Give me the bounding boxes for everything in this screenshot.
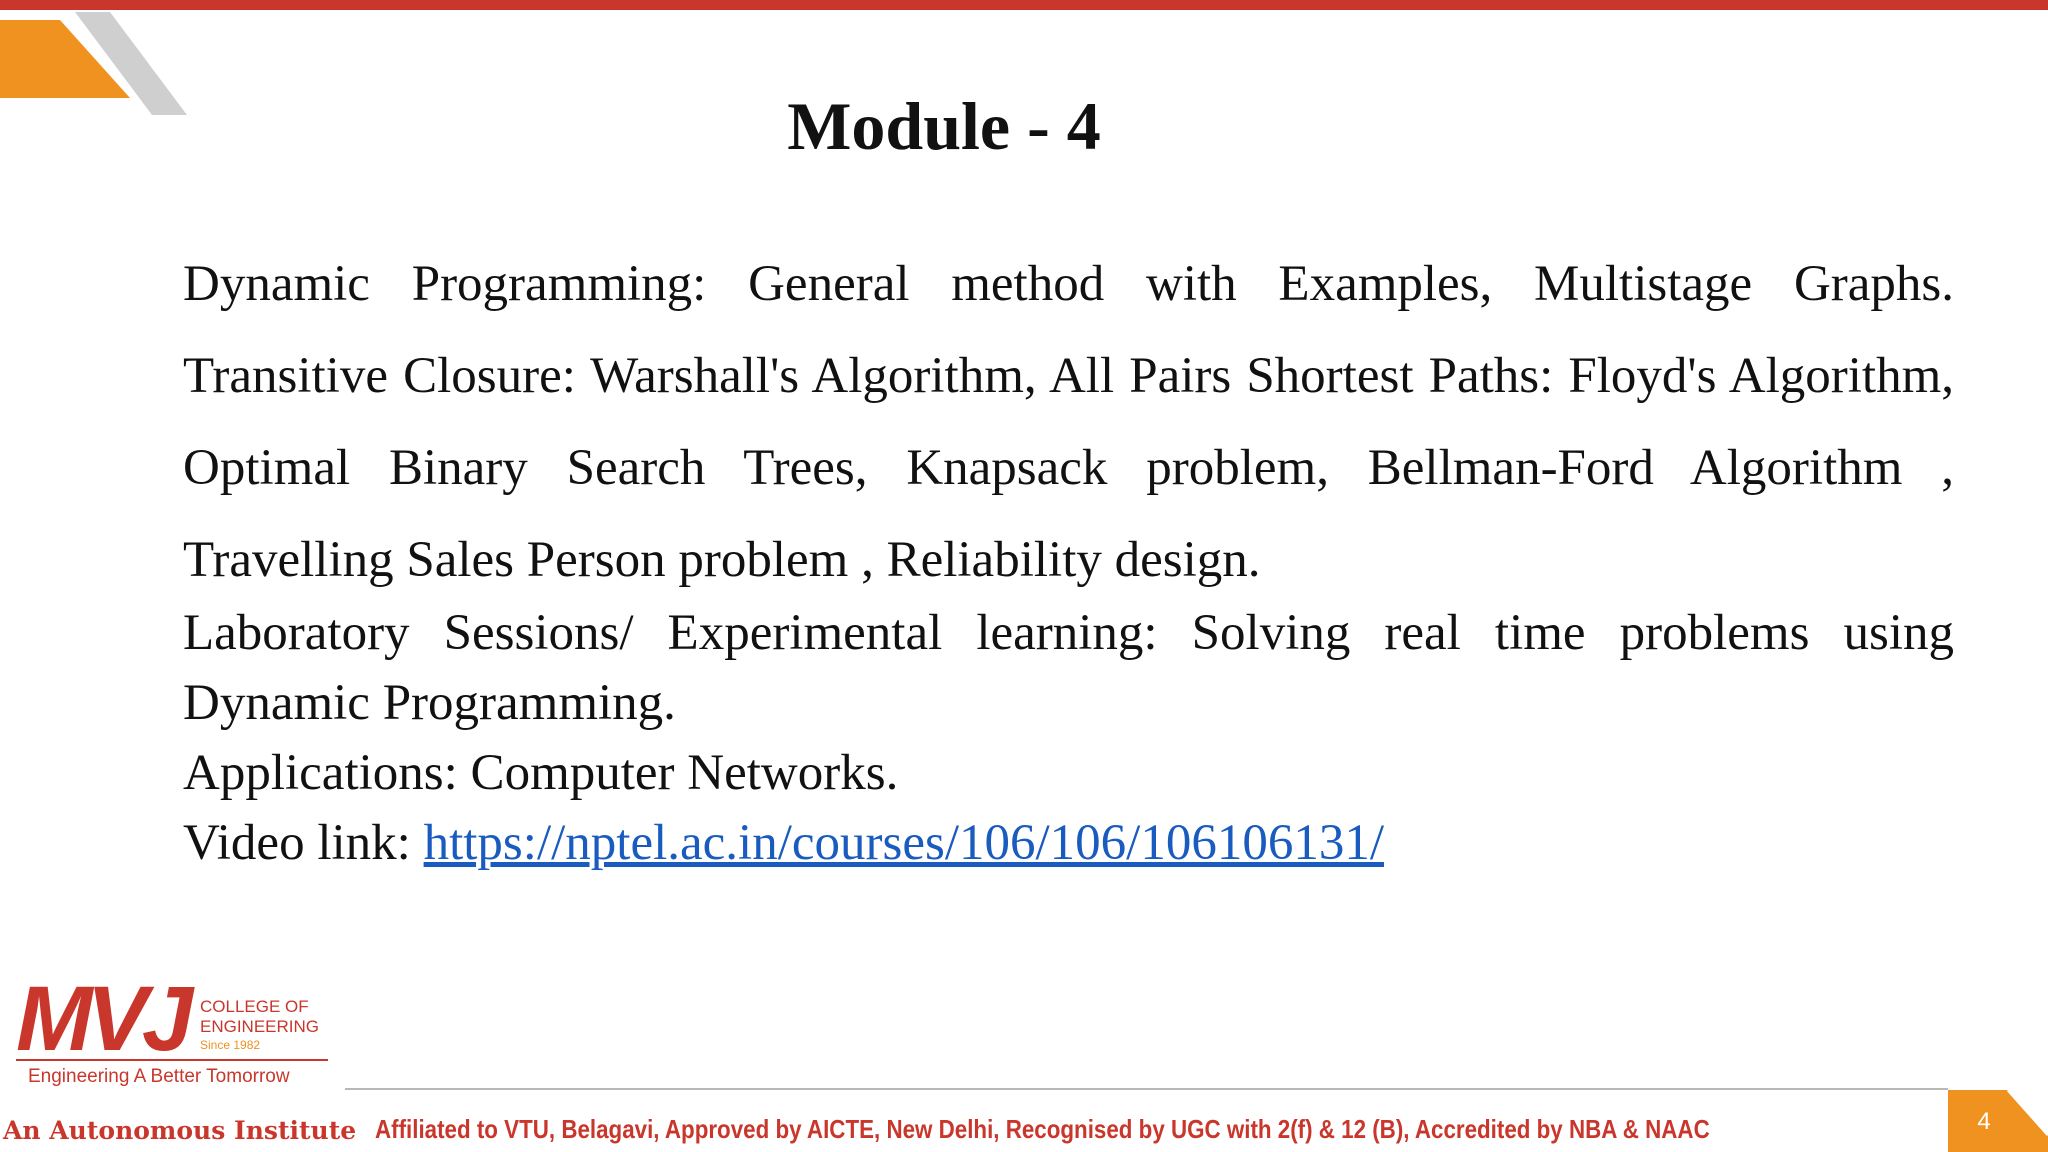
college-logo: [10, 960, 330, 1090]
applications-paragraph: Applications: Computer Networks.: [183, 745, 899, 801]
page-number: 4: [1977, 1108, 1991, 1135]
slide-body: [183, 238, 1954, 878]
video-link-paragraph: [183, 808, 1954, 878]
slide-title: Module - 4: [787, 88, 1101, 164]
logo-engineering: ENGINEERING: [200, 1017, 320, 1036]
logo-since: Since 1982: [200, 1038, 261, 1052]
logo-tagline: Engineering A Better Tomorrow: [28, 1066, 290, 1087]
footer-divider: [345, 1088, 1948, 1090]
logo-college-of: COLLEGE OF: [200, 997, 309, 1016]
logo-mark: MVJ: [16, 968, 188, 1070]
autonomous-institute-label: An Autonomous Institute: [3, 1116, 357, 1145]
topics-paragraph: Dynamic Programming: General method with Examples, Multistage Graphs. Transitive Closure: Warshall's Algorithm, All Pairs Shortest Paths: Floyd's Algorithm, Optimal Binary Search Trees, Knapsack problem, Bellman-Ford Algorithm , Travelling Sales Person problem , Reliability design.: [183, 256, 1954, 588]
affiliation-text: Affiliated to VTU, Belagavi, Approved by AICTE, New Delhi, Recognised by UGC with 2(f) & 12 (B), Accredited by NBA & NAAC: [375, 1114, 1710, 1144]
video-link[interactable]: https://nptel.ac.in/courses/106/106/106106131/: [423, 815, 1385, 871]
lab-sessions-paragraph: Laboratory Sessions/ Experimental learning: Solving real time problems using Dynamic Programming.: [183, 605, 1954, 731]
top-accent-bar: [0, 0, 2048, 10]
video-link-label: Video link:: [183, 815, 424, 871]
